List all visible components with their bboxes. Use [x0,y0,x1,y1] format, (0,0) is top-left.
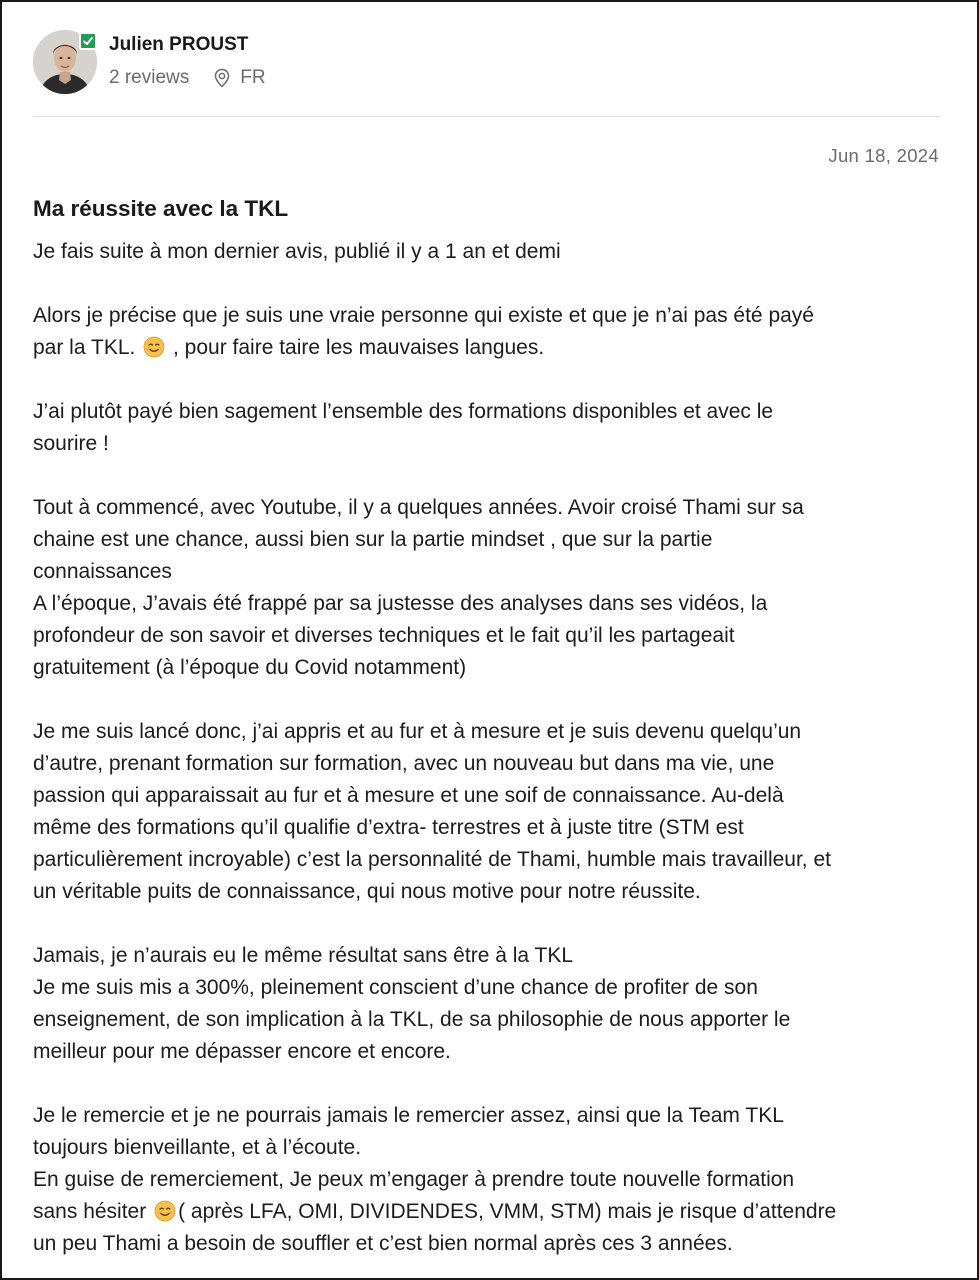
review-line: enseignement, de son implication à la TKL, de sa philosophie de nous apporter le [33,1008,791,1031]
reviewer-meta [109,67,266,89]
review-paragraph [33,236,943,268]
reviewer-name[interactable]: Julien PROUST [109,34,249,55]
review-line: un peu Thami a besoin de souffler et c’est bien normal après ces 3 années. [33,1232,733,1255]
review-line: sourire ! [33,432,109,455]
review-count: 2 reviews [109,67,190,88]
review-line: sans hésiter ( après LFA, OMI, DIVIDENDES, VMM, STM) mais je risque d’attendre [33,1200,837,1223]
review-line: Je me suis mis a 300%, pleinement conscient d’une chance de profiter de son [33,976,758,999]
review-body [33,236,943,1280]
country-code: FR [240,67,266,88]
review-line: toujours bienveillante, et à l’écoute. [33,1136,362,1159]
review-line: même des formations qu’il qualifie d’extra- terrestres et à juste titre (STM est [33,816,744,839]
review-paragraph [33,716,943,908]
reviewer-location [213,67,265,89]
verified-badge-icon [79,32,97,50]
review-line: gratuitement (à l’époque du Covid notamment) [33,656,467,679]
review-paragraph [33,940,943,1068]
review-line: Alors je précise que je suis une vraie personne qui existe et que je n’ai pas été payé [33,304,814,327]
review-line: Tout à commencé, avec Youtube, il y a quelques années. Avoir croisé Thami sur sa [33,496,804,519]
review-paragraph [33,492,943,684]
review-paragraph [33,1100,943,1260]
review-line: par la TKL. , pour faire taire les mauvaises langues. [33,336,545,359]
divider [33,116,940,117]
review-line: connaissances [33,560,172,583]
review-line: J’ai plutôt payé bien sagement l’ensemble des formations disponibles et avec le [33,400,774,423]
review-line: d’autre, prenant formation sur formation, avec un nouveau but dans ma vie, une [33,752,775,775]
review-line: particulièrement incroyable) c’est la personnalité de Thami, humble mais travailleur, et [33,848,831,871]
review-line: passion qui apparaissait au fur et à mesure et une soif de connaissance. Au-delà [33,784,784,807]
smiling-face-emoji-icon [143,336,165,358]
review-line: Je fais suite à mon dernier avis, publié il y a 1 an et demi [33,240,561,263]
review-paragraph [33,396,943,460]
review-title: Ma réussite avec la TKL [33,196,289,221]
review-line: En guise de remerciement, Je peux m’engager à prendre toute nouvelle formation [33,1168,795,1191]
review-paragraph [33,300,943,364]
review-line: chaine est une chance, aussi bien sur la partie mindset , que sur la partie [33,528,713,551]
review-line: Je le remercie et je ne pourrais jamais le remercier assez, ainsi que la Team TKL [33,1104,784,1127]
smiling-face-emoji-icon [154,1200,176,1222]
review-date: Jun 18, 2024 [828,145,939,166]
reviewer-header [33,30,943,96]
review-line: un véritable puits de connaissance, qui nous motive pour notre réussite. [33,880,701,903]
location-pin-icon [213,68,231,88]
review-line: meilleur pour me dépasser encore et encore. [33,1040,451,1063]
review-line: profondeur de son savoir et diverses techniques et le fait qu’il les partageait [33,624,735,647]
review-line: Jamais, je n’aurais eu le même résultat sans être à la TKL [33,944,574,967]
review-line: A l’époque, J’avais été frappé par sa justesse des analyses dans ses vidéos, la [33,592,768,615]
review-line: Je me suis lancé donc, j’ai appris et au fur et à mesure et je suis devenu quelqu’un [33,720,802,743]
